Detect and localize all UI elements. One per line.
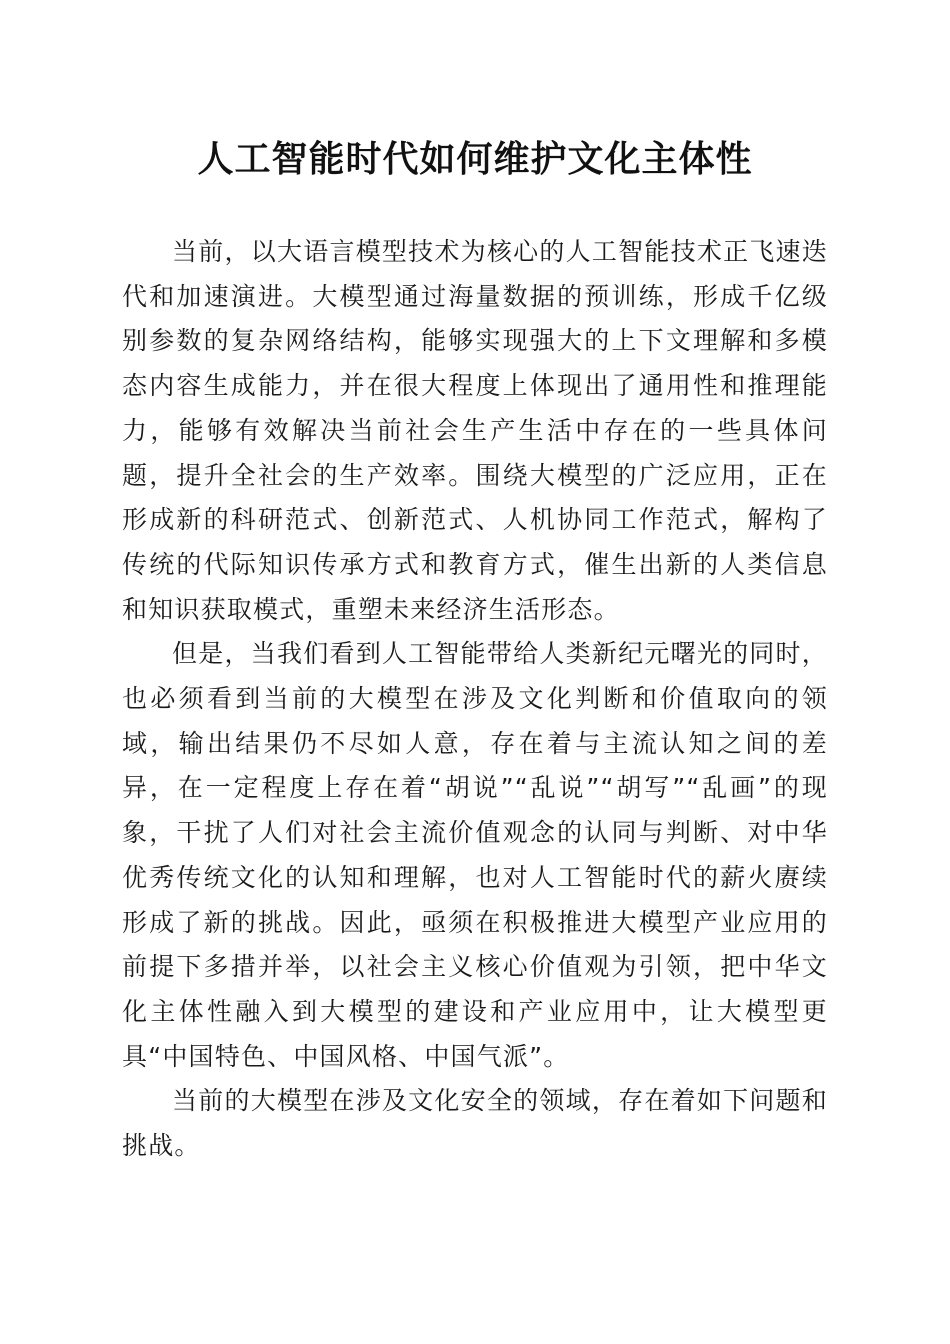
paragraph-1: 当前，以大语言模型技术为核心的人工智能技术正飞速迭代和加速演进。大模型通过海量数据的预训练，形成千亿级别参数的复杂网络结构，能够实现强大的上下文理解和多模态内容生成能力，并在很大程度上体现出了通用性和推理能力，能够有效解决当前社会生产生活中存在的一些具体问题，提升全社会的生产效率。围绕大模型的广泛应用，正在形成新的科研范式、创新范式、人机协同工作范式，解构了传统的代际知识传承方式和教育方式，催生出新的人类信息和知识获取模式，重塑未来经济生活形态。 (122, 237, 828, 624)
document-title: 人工智能时代如何维护文化主体性 (197, 138, 753, 180)
paragraph-3: 当前的大模型在涉及文化安全的领域，存在着如下问题和挑战。 (122, 1086, 828, 1161)
paragraph-2: 但是，当我们看到人工智能带给人类新纪元曙光的同时，也必须看到当前的大模型在涉及文化判断和价值取向的领域，输出结果仍不尽如人意，存在着与主流认知之间的差异，在一定程度上存在着“胡说”“乱说”“胡写”“乱画”的现象，干扰了人们对社会主流价值观念的认同与判断、对中华优秀传统文化的认知和理解，也对人工智能时代的薪火赓续形成了新的挑战。因此，亟须在积极推进大模型产业应用的前提下多措并举，以社会主义核心价值观为引领，把中华文化主体性融入到大模型的建设和产业应用中，让大模型更具“中国特色、中国风格、中国气派”。 (122, 639, 828, 1071)
document-body (122, 230, 828, 1169)
